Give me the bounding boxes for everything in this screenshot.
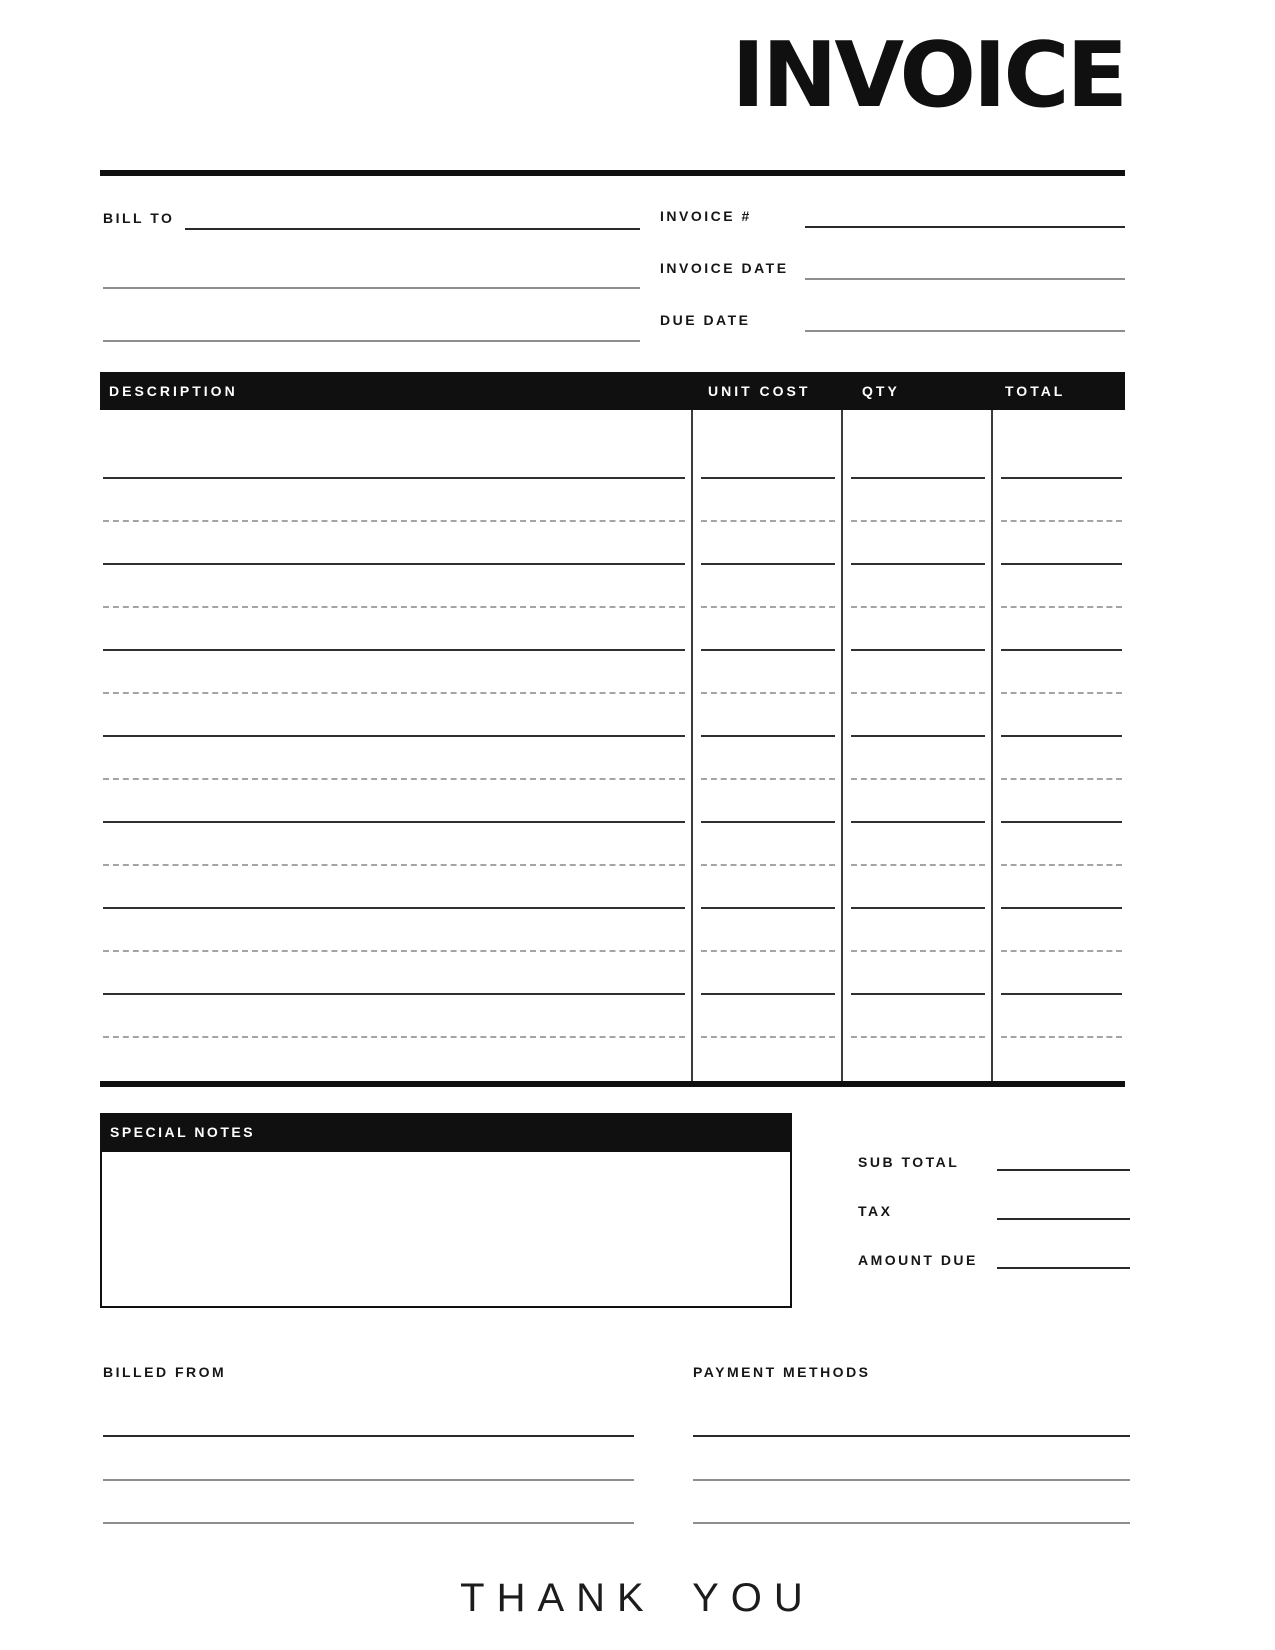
table-row[interactable]: [100, 694, 1125, 737]
billed-from-line-2[interactable]: [103, 1479, 634, 1481]
bill-to-line-2[interactable]: [103, 287, 640, 289]
table-body: [100, 410, 1125, 1087]
table-row[interactable]: [100, 1038, 1125, 1081]
amount-due-line[interactable]: [997, 1267, 1130, 1269]
table-row[interactable]: [100, 479, 1125, 522]
payment-methods-line-2[interactable]: [693, 1479, 1130, 1481]
invoice-number-label: INVOICE #: [660, 208, 752, 224]
table-row[interactable]: [100, 823, 1125, 866]
billed-from-line-1[interactable]: [103, 1435, 634, 1437]
bill-to-line-1[interactable]: [185, 228, 640, 230]
payment-methods-line-3[interactable]: [693, 1522, 1130, 1524]
tax-label: TAX: [858, 1203, 893, 1219]
table-row[interactable]: [100, 866, 1125, 909]
tax-line[interactable]: [997, 1218, 1130, 1220]
table-row[interactable]: [100, 651, 1125, 694]
bill-to-label: BILL TO: [103, 210, 175, 226]
column-description: DESCRIPTION: [109, 383, 238, 399]
due-date-line[interactable]: [805, 330, 1125, 332]
page-title: INVOICE: [731, 23, 1125, 128]
column-unit-cost: UNIT COST: [708, 383, 811, 399]
invoice-date-label: INVOICE DATE: [660, 260, 789, 276]
top-rule: [100, 170, 1125, 176]
payment-methods-label: PAYMENT METHODS: [693, 1364, 871, 1380]
sub-total-label: SUB TOTAL: [858, 1154, 960, 1170]
invoice-number-line[interactable]: [805, 226, 1125, 228]
special-notes-label: SPECIAL NOTES: [110, 1124, 256, 1140]
table-row[interactable]: [100, 737, 1125, 780]
sub-total-line[interactable]: [997, 1169, 1130, 1171]
table-row[interactable]: [100, 952, 1125, 995]
invoice-date-line[interactable]: [805, 278, 1125, 280]
payment-methods-line-1[interactable]: [693, 1435, 1130, 1437]
bill-to-line-3[interactable]: [103, 340, 640, 342]
table-row[interactable]: [100, 909, 1125, 952]
table-row[interactable]: [100, 608, 1125, 651]
table-row[interactable]: [100, 565, 1125, 608]
column-qty: QTY: [862, 383, 900, 399]
amount-due-label: AMOUNT DUE: [858, 1252, 978, 1268]
table-row[interactable]: [100, 410, 1125, 479]
billed-from-label: BILLED FROM: [103, 1364, 227, 1380]
table-row[interactable]: [100, 780, 1125, 823]
table-row[interactable]: [100, 995, 1125, 1038]
due-date-label: DUE DATE: [660, 312, 751, 328]
special-notes-area[interactable]: [100, 1152, 792, 1308]
table-header: [100, 372, 1125, 410]
special-notes-box[interactable]: [100, 1113, 792, 1308]
column-total: TOTAL: [1005, 383, 1066, 399]
thank-you-text: THANK YOU: [460, 1576, 815, 1620]
special-notes-header: [100, 1113, 792, 1152]
table-row[interactable]: [100, 522, 1125, 565]
billed-from-line-3[interactable]: [103, 1522, 634, 1524]
